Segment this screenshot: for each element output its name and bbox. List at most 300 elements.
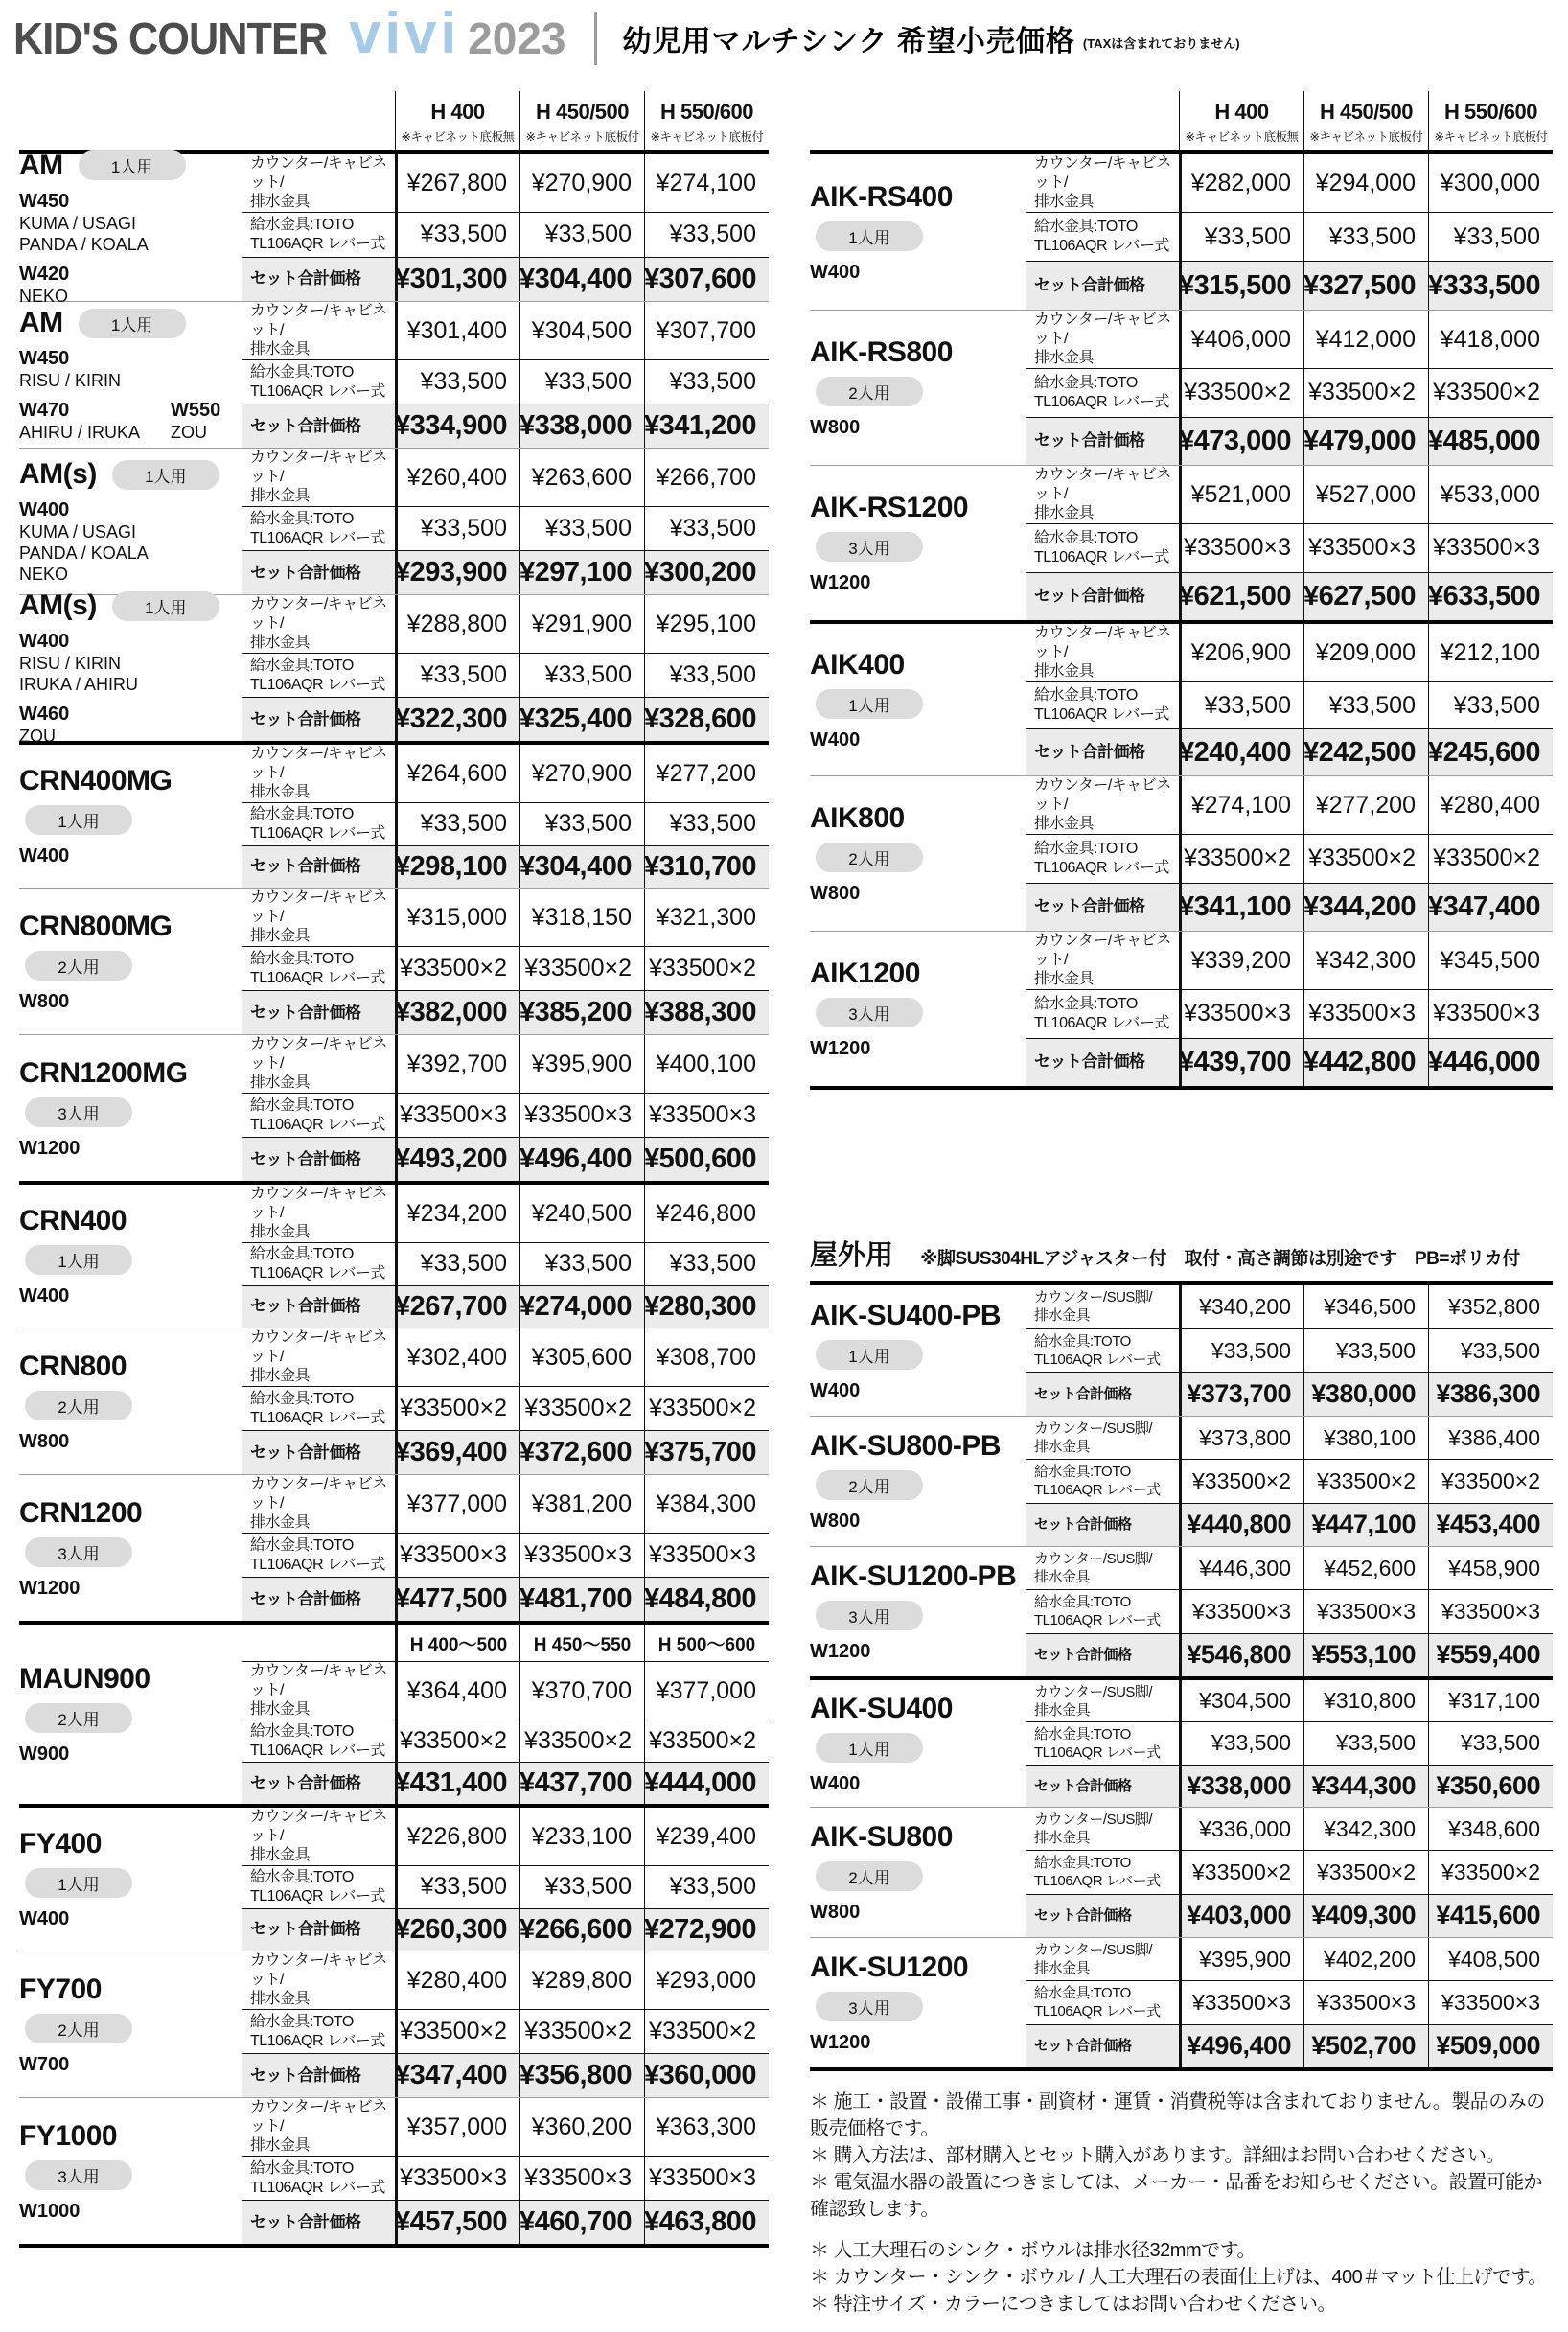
price-cell: ¥380,000 xyxy=(1303,1373,1428,1416)
price-cell: ¥502,700 xyxy=(1303,2025,1428,2067)
price-cell: ¥277,200 xyxy=(1303,776,1428,834)
price-cell: ¥33500×2 xyxy=(519,1387,644,1430)
price-cell: ¥206,900 xyxy=(1179,624,1303,681)
row-label: 給水金具:TOTO TL106AQR レバー式 xyxy=(1034,529,1169,566)
row-label: カウンター/キャビネット/ 排水金具 xyxy=(250,1663,387,1718)
price-cell: ¥363,300 xyxy=(644,2098,769,2156)
row-label: カウンター/キャビネット/ 排水金具 xyxy=(1034,777,1171,832)
price-cell: ¥33,500 xyxy=(644,213,769,257)
price-cell: ¥246,800 xyxy=(644,1185,769,1242)
counter-cabinet-row xyxy=(1026,1417,1553,1459)
price-cell: ¥33,500 xyxy=(644,507,769,550)
price-cell: ¥301,400 xyxy=(395,302,519,359)
price-cell: ¥348,600 xyxy=(1428,1808,1553,1850)
size-spec xyxy=(19,2201,80,2223)
counter-cabinet-row xyxy=(242,2098,769,2156)
price-cell: ¥373,700 xyxy=(1179,1373,1303,1416)
width-label: W800 xyxy=(810,417,861,438)
price-cell: ¥33,500 xyxy=(519,507,644,550)
width-label: W800 xyxy=(810,1511,861,1532)
price-cell: ¥307,600 xyxy=(644,258,769,302)
price-cell: ¥260,400 xyxy=(395,449,519,506)
price-cell: ¥240,500 xyxy=(519,1185,644,1242)
cabinet-note: ※キャビネット底板付 xyxy=(525,130,639,144)
price-grid xyxy=(242,1035,769,1181)
price-cell: ¥325,400 xyxy=(519,698,644,741)
row-label: カウンター/キャビネット/ 排水金具 xyxy=(1034,933,1171,987)
price-cell: ¥291,900 xyxy=(519,595,644,653)
price-cell: ¥553,100 xyxy=(1303,1634,1428,1676)
row-label: カウンター/キャビネット/ 排水金具 xyxy=(250,889,387,944)
width-label: W450 xyxy=(19,348,70,369)
row-label: 給水金具:TOTO TL106AQR レバー式 xyxy=(250,1390,385,1426)
price-cell: ¥509,000 xyxy=(1428,2025,1553,2067)
product-info xyxy=(19,1808,242,1951)
row-label: カウンター/SUS脚/ 排水金具 xyxy=(1034,1289,1153,1325)
outdoor-note: ※脚SUS304HLアジャスター付 取付・高さ調節は別途です PB=ポリカ付 xyxy=(920,1249,1520,1269)
capacity-badge: 1人用 xyxy=(816,1340,923,1370)
spec-row xyxy=(19,2201,234,2223)
price-cell: ¥381,200 xyxy=(519,1475,644,1533)
counter-cabinet-row xyxy=(242,302,769,359)
spec-row xyxy=(810,1038,1018,1060)
capacity-badge: 1人用 xyxy=(112,460,219,490)
size-spec xyxy=(810,1038,870,1060)
product-block-aik-rs800 xyxy=(810,310,1553,465)
product-block-fy700 xyxy=(19,1951,769,2097)
width-label: W800 xyxy=(19,1430,70,1452)
price-cell: ¥546,800 xyxy=(1179,1634,1303,1676)
row-label: カウンター/キャビネット/ 排水金具 xyxy=(250,1476,387,1531)
price-cell: ¥293,000 xyxy=(644,1951,769,2009)
row-label: カウンター/SUS脚/ 排水金具 xyxy=(1034,1420,1153,1456)
row-label: セット合計価格 xyxy=(250,1297,361,1316)
price-cell: ¥360,000 xyxy=(644,2054,769,2097)
price-cell: ¥274,100 xyxy=(1179,776,1303,834)
capacity-badge: 1人用 xyxy=(25,805,132,835)
width-label: W800 xyxy=(810,1902,861,1923)
price-cell: ¥297,100 xyxy=(519,551,644,594)
price-cell: ¥33500×3 xyxy=(644,2157,769,2200)
price-cell: ¥33,500 xyxy=(395,1866,519,1908)
design-variant: RISU / KIRIN xyxy=(19,654,122,673)
water-supply-row xyxy=(242,1865,769,1908)
width-label: W1200 xyxy=(19,1577,81,1599)
price-cell: ¥377,000 xyxy=(644,1662,769,1720)
price-cell: ¥301,300 xyxy=(395,258,519,302)
spec-row xyxy=(19,1743,234,1766)
water-supply-row xyxy=(1026,834,1553,883)
height-option-label: H 550/600 xyxy=(659,100,754,124)
product-block-aik-su400 xyxy=(810,1676,1553,1807)
row-label: セット合計価格 xyxy=(250,1920,361,1939)
row-label: カウンター/キャビネット/ 排水金具 xyxy=(250,450,387,504)
price-cell: ¥33,500 xyxy=(1179,682,1303,728)
price-cell: ¥347,400 xyxy=(1428,884,1553,932)
row-label: カウンター/キャビネット/ 排水金具 xyxy=(250,303,387,358)
counter-cabinet-row xyxy=(242,1035,769,1093)
product-block-fy1000 xyxy=(19,2097,769,2244)
width-label: W420 xyxy=(19,263,70,285)
height-range: H 400～500 xyxy=(395,1625,519,1661)
price-cell: ¥444,000 xyxy=(644,1763,769,1804)
price-cell: ¥33500×2 xyxy=(1179,1851,1303,1893)
product-name-row xyxy=(810,492,1018,524)
price-cell: ¥627,500 xyxy=(1303,573,1428,621)
price-cell: ¥33500×3 xyxy=(1303,524,1428,572)
product-name: AIK-RS400 xyxy=(810,180,953,213)
counter-cabinet-row xyxy=(242,1661,769,1720)
width-label: W460 xyxy=(19,704,70,725)
product-name-row xyxy=(810,1951,1018,1984)
row-label: 給水金具:TOTO TL106AQR レバー式 xyxy=(1034,1594,1161,1629)
width-label: W1200 xyxy=(810,2032,871,2053)
page-title: 幼児用マルチシンク 希望小売価格 xyxy=(622,25,1075,58)
height-option-label: H 400 xyxy=(1214,100,1269,124)
set-total-row xyxy=(242,550,769,594)
set-total-row xyxy=(242,1762,769,1804)
counter-cabinet-row xyxy=(242,1808,769,1865)
price-cell: ¥439,700 xyxy=(1179,1039,1303,1087)
product-name-row xyxy=(19,1663,234,1696)
price-cell: ¥33500×3 xyxy=(1428,524,1553,572)
price-cell: ¥33,500 xyxy=(519,360,644,404)
price-cell: ¥300,200 xyxy=(644,551,769,594)
price-cell: ¥293,900 xyxy=(395,551,519,594)
outdoor-section-header xyxy=(810,1234,1553,1281)
product-name: AIK800 xyxy=(810,802,905,834)
capacity-badge: 3人用 xyxy=(816,1601,923,1630)
row-label: セット合計価格 xyxy=(1034,587,1145,606)
price-grid xyxy=(1026,466,1553,620)
water-supply-row xyxy=(1026,1850,1553,1893)
row-label: 給水金具:TOTO TL106AQR レバー式 xyxy=(1034,219,1169,254)
spec-row xyxy=(810,729,1018,751)
capacity-badge: 1人用 xyxy=(25,1245,132,1275)
spec-row xyxy=(19,2054,234,2076)
size-spec xyxy=(810,417,860,439)
price-grid xyxy=(242,1808,769,1951)
capacity-badge: 1人用 xyxy=(112,591,219,621)
set-total-row xyxy=(242,2053,769,2097)
spec-row xyxy=(810,2032,1018,2054)
spec-row xyxy=(19,499,234,585)
water-supply-row xyxy=(1026,212,1553,261)
price-cell: ¥500,600 xyxy=(644,1138,769,1181)
price-cell: ¥318,150 xyxy=(519,889,644,946)
price-cell: ¥298,100 xyxy=(395,846,519,889)
water-supply-row xyxy=(242,946,769,990)
spec-row xyxy=(810,1902,1018,1924)
capacity-badge: 3人用 xyxy=(25,1097,132,1127)
row-label: カウンター/SUS脚/ 排水金具 xyxy=(1034,1683,1153,1719)
product-info xyxy=(19,745,242,888)
size-spec xyxy=(19,499,149,585)
price-cell: ¥385,200 xyxy=(519,991,644,1034)
price-cell: ¥463,800 xyxy=(644,2201,769,2244)
product-info xyxy=(810,1808,1026,1937)
price-cell: ¥33,500 xyxy=(1428,1722,1553,1764)
height-option-label: H 450/500 xyxy=(1319,100,1414,124)
spec-row xyxy=(810,572,1018,594)
price-grid xyxy=(242,302,769,448)
counter-cabinet-row xyxy=(242,449,769,506)
set-total-row xyxy=(1026,417,1553,466)
product-info xyxy=(19,449,242,594)
price-grid xyxy=(1026,1547,1553,1676)
size-spec xyxy=(810,883,860,905)
size-spec xyxy=(19,1743,69,1766)
price-cell: ¥481,700 xyxy=(519,1578,644,1621)
price-cell: ¥33500×2 xyxy=(1428,369,1553,417)
price-cell: ¥447,100 xyxy=(1303,1504,1428,1546)
column-header-spacer xyxy=(19,91,395,150)
price-cell: ¥33500×2 xyxy=(644,2010,769,2053)
width-label: W400 xyxy=(19,1908,70,1929)
row-label: 給水金具:TOTO TL106AQR レバー式 xyxy=(250,2013,385,2049)
price-cell: ¥33,500 xyxy=(395,654,519,697)
row-label: 給水金具:TOTO TL106AQR レバー式 xyxy=(250,657,385,693)
row-label: カウンター/キャビネット/ 排水金具 xyxy=(1034,625,1171,680)
row-label: セット合計価格 xyxy=(1034,1386,1132,1403)
product-name-row xyxy=(19,911,234,943)
price-cell: ¥458,900 xyxy=(1428,1547,1553,1589)
row-label: 給水金具:TOTO TL106AQR レバー式 xyxy=(250,2159,385,2196)
capacity-badge: 3人用 xyxy=(25,2160,132,2190)
price-cell: ¥409,300 xyxy=(1303,1895,1428,1937)
product-name: FY700 xyxy=(19,1973,102,2005)
row-label: カウンター/キャビネット/ 排水金具 xyxy=(250,155,387,210)
product-name-row xyxy=(810,802,1018,835)
price-cell: ¥392,700 xyxy=(395,1035,519,1093)
price-cell: ¥380,100 xyxy=(1303,1417,1428,1459)
design-variant: NEKO xyxy=(19,565,69,584)
row-label: セット合計価格 xyxy=(250,1773,361,1792)
product-block-crn1200 xyxy=(19,1474,769,1621)
counter-cabinet-row xyxy=(1026,624,1553,681)
product-info xyxy=(810,1417,1026,1546)
price-cell: ¥477,500 xyxy=(395,1578,519,1621)
price-cell: ¥342,300 xyxy=(1303,932,1428,989)
product-name-row xyxy=(810,958,1018,990)
size-spec xyxy=(19,1908,69,1930)
price-grid xyxy=(242,1185,769,1328)
row-label: 給水金具:TOTO TL106AQR レバー式 xyxy=(1034,995,1169,1031)
price-cell: ¥33500×2 xyxy=(1428,835,1553,883)
product-block-aik-su1200 xyxy=(810,1937,1553,2067)
price-grid xyxy=(242,1328,769,1474)
price-cell: ¥274,000 xyxy=(519,1286,644,1328)
design-variant: PANDA / KOALA xyxy=(19,543,149,563)
price-cell: ¥33,500 xyxy=(395,803,519,845)
price-cell: ¥370,700 xyxy=(519,1662,644,1720)
price-cell: ¥346,500 xyxy=(1303,1285,1428,1328)
price-cell: ¥344,200 xyxy=(1303,884,1428,932)
product-name: AIK-SU1200-PB xyxy=(810,1560,1017,1592)
counter-cabinet-row xyxy=(242,1328,769,1386)
price-cell: ¥484,800 xyxy=(644,1578,769,1621)
product-info xyxy=(810,1547,1026,1676)
price-cell: ¥338,000 xyxy=(1179,1766,1303,1807)
product-block-am-s xyxy=(19,448,769,594)
price-grid xyxy=(242,595,769,741)
size-spec xyxy=(19,1578,80,1600)
footnote-group xyxy=(810,2089,1553,2223)
price-cell: ¥33500×2 xyxy=(1179,835,1303,883)
spec-row xyxy=(19,1431,234,1453)
row-label: カウンター/キャビネット/ 排水金具 xyxy=(250,1036,387,1091)
price-cell: ¥33,500 xyxy=(1179,213,1303,261)
row-label: セット合計価格 xyxy=(1034,1052,1145,1072)
product-block-aik-su800-pb xyxy=(810,1416,1553,1546)
product-name-row xyxy=(810,649,1018,681)
price-cell: ¥382,000 xyxy=(395,991,519,1034)
price-cell: ¥242,500 xyxy=(1303,729,1428,775)
tax-note: (TAXは含まれておりません) xyxy=(1082,36,1240,51)
price-cell: ¥304,400 xyxy=(519,258,644,302)
set-total-row xyxy=(242,257,769,302)
product-name-row xyxy=(810,1430,1018,1463)
water-supply-row xyxy=(1026,1721,1553,1764)
row-label: カウンター/キャビネット/ 排水金具 xyxy=(1034,312,1171,366)
water-supply-row xyxy=(242,2156,769,2200)
set-total-row xyxy=(242,1137,769,1181)
product-name-row xyxy=(810,1560,1018,1593)
water-supply-row xyxy=(242,2009,769,2053)
price-cell: ¥377,000 xyxy=(395,1475,519,1533)
capacity-badge: 2人用 xyxy=(25,1391,132,1420)
height-range: H 450～550 xyxy=(519,1625,644,1661)
price-cell: ¥372,600 xyxy=(519,1431,644,1474)
product-block-crn1200mg xyxy=(19,1034,769,1181)
price-cell: ¥308,700 xyxy=(644,1328,769,1386)
price-grid xyxy=(1026,154,1553,310)
row-label: セット合計価格 xyxy=(250,857,361,876)
price-cell: ¥33500×2 xyxy=(644,947,769,990)
price-cell: ¥33,500 xyxy=(644,1866,769,1908)
footnote: ＊ 電気温水器の設置につきましては、メーカー・品番をお知らせください。設置可能か確認致します。 xyxy=(810,2172,1543,2220)
price-cell: ¥33500×3 xyxy=(395,1094,519,1137)
spec-row xyxy=(810,1511,1018,1533)
size-spec xyxy=(810,1380,860,1402)
product-info xyxy=(810,1680,1026,1807)
water-supply-row xyxy=(1026,368,1553,417)
product-name: CRN800 xyxy=(19,1350,127,1382)
price-grid xyxy=(242,154,769,301)
water-supply-row xyxy=(1026,681,1553,728)
product-name-row xyxy=(810,1300,1018,1332)
price-cell: ¥305,600 xyxy=(519,1328,644,1386)
height-range: H 500～600 xyxy=(644,1625,769,1661)
spec-row xyxy=(19,1285,234,1307)
price-cell: ¥333,500 xyxy=(1428,262,1553,310)
price-cell: ¥334,900 xyxy=(395,404,519,448)
price-cell: ¥402,200 xyxy=(1303,1938,1428,1980)
price-cell: ¥33500×2 xyxy=(1303,1460,1428,1502)
spec-row xyxy=(19,191,234,255)
price-cell: ¥322,300 xyxy=(395,698,519,741)
price-cell: ¥33500×2 xyxy=(644,1387,769,1430)
price-cell: ¥33,500 xyxy=(395,507,519,550)
width-label: W800 xyxy=(810,883,861,904)
counter-cabinet-row xyxy=(1026,311,1553,368)
row-label: 給水金具:TOTO TL106AQR レバー式 xyxy=(1034,1985,1161,2020)
counter-cabinet-row xyxy=(242,889,769,946)
price-cell: ¥266,700 xyxy=(644,449,769,506)
row-label: セット合計価格 xyxy=(1034,431,1145,450)
price-cell: ¥33500×3 xyxy=(519,2157,644,2200)
price-cell: ¥33500×2 xyxy=(519,1720,644,1762)
product-name-row xyxy=(19,1497,234,1530)
product-name: FY400 xyxy=(19,1828,102,1859)
price-cell: ¥263,600 xyxy=(519,449,644,506)
price-cell: ¥33500×3 xyxy=(644,1094,769,1137)
set-total-row xyxy=(1026,883,1553,932)
capacity-badge: 1人用 xyxy=(816,689,923,719)
column-header-row xyxy=(810,91,1553,154)
spec-row xyxy=(19,1908,234,1930)
row-label: セット合計価格 xyxy=(1034,2038,1132,2055)
price-cell: ¥418,000 xyxy=(1428,311,1553,368)
footnote: ＊ 特注サイズ・カラーにつきましてはお問い合わせください。 xyxy=(810,2294,1337,2315)
width-label: W1200 xyxy=(810,572,871,593)
price-grid xyxy=(1026,776,1553,931)
set-total-row xyxy=(1026,261,1553,310)
row-label: カウンター/キャビネット/ 排水金具 xyxy=(1034,155,1171,210)
row-label: 給水金具:TOTO TL106AQR レバー式 xyxy=(250,1868,385,1905)
product-info xyxy=(19,149,242,306)
row-label: セット合計価格 xyxy=(250,269,361,289)
water-supply-row xyxy=(242,1720,769,1762)
price-cell: ¥386,300 xyxy=(1428,1373,1553,1416)
water-supply-row xyxy=(1026,523,1553,572)
product-info xyxy=(810,311,1026,465)
product-name: AIK1200 xyxy=(810,958,920,989)
price-cell: ¥406,000 xyxy=(1179,311,1303,368)
size-spec xyxy=(19,631,138,695)
price-cell: ¥457,500 xyxy=(395,2201,519,2244)
footnotes xyxy=(810,2089,1553,2318)
counter-cabinet-row xyxy=(1026,1938,1553,1980)
row-label: セット合計価格 xyxy=(1034,743,1145,761)
price-cell: ¥33,500 xyxy=(1428,1329,1553,1373)
row-label: セット合計価格 xyxy=(1034,897,1145,916)
row-label: セット合計価格 xyxy=(1034,1516,1132,1534)
size-spec xyxy=(19,991,69,1013)
product-info xyxy=(19,1328,242,1474)
product-name-row xyxy=(19,1057,234,1090)
width-label: W400 xyxy=(810,261,861,283)
price-cell: ¥33,500 xyxy=(1179,1329,1303,1373)
height-column-header-3 xyxy=(1428,91,1553,150)
price-cell: ¥33500×2 xyxy=(1179,1460,1303,1502)
price-cell: ¥33500×3 xyxy=(1179,1981,1303,2023)
counter-cabinet-row xyxy=(242,1185,769,1242)
product-name: AM xyxy=(19,307,63,338)
row-label: セット合計価格 xyxy=(250,416,361,435)
price-grid xyxy=(1026,1680,1553,1807)
set-total-row xyxy=(242,1577,769,1621)
price-cell: ¥33500×2 xyxy=(1179,369,1303,417)
width-label: W700 xyxy=(19,2053,70,2075)
product-block-crn800 xyxy=(19,1328,769,1474)
price-grid xyxy=(242,1625,769,1804)
price-grid xyxy=(242,745,769,888)
product-info xyxy=(810,1285,1026,1416)
product-name: AIK-RS1200 xyxy=(810,492,969,523)
row-label: セット合計価格 xyxy=(1034,1907,1132,1925)
counter-cabinet-row xyxy=(242,1951,769,2009)
